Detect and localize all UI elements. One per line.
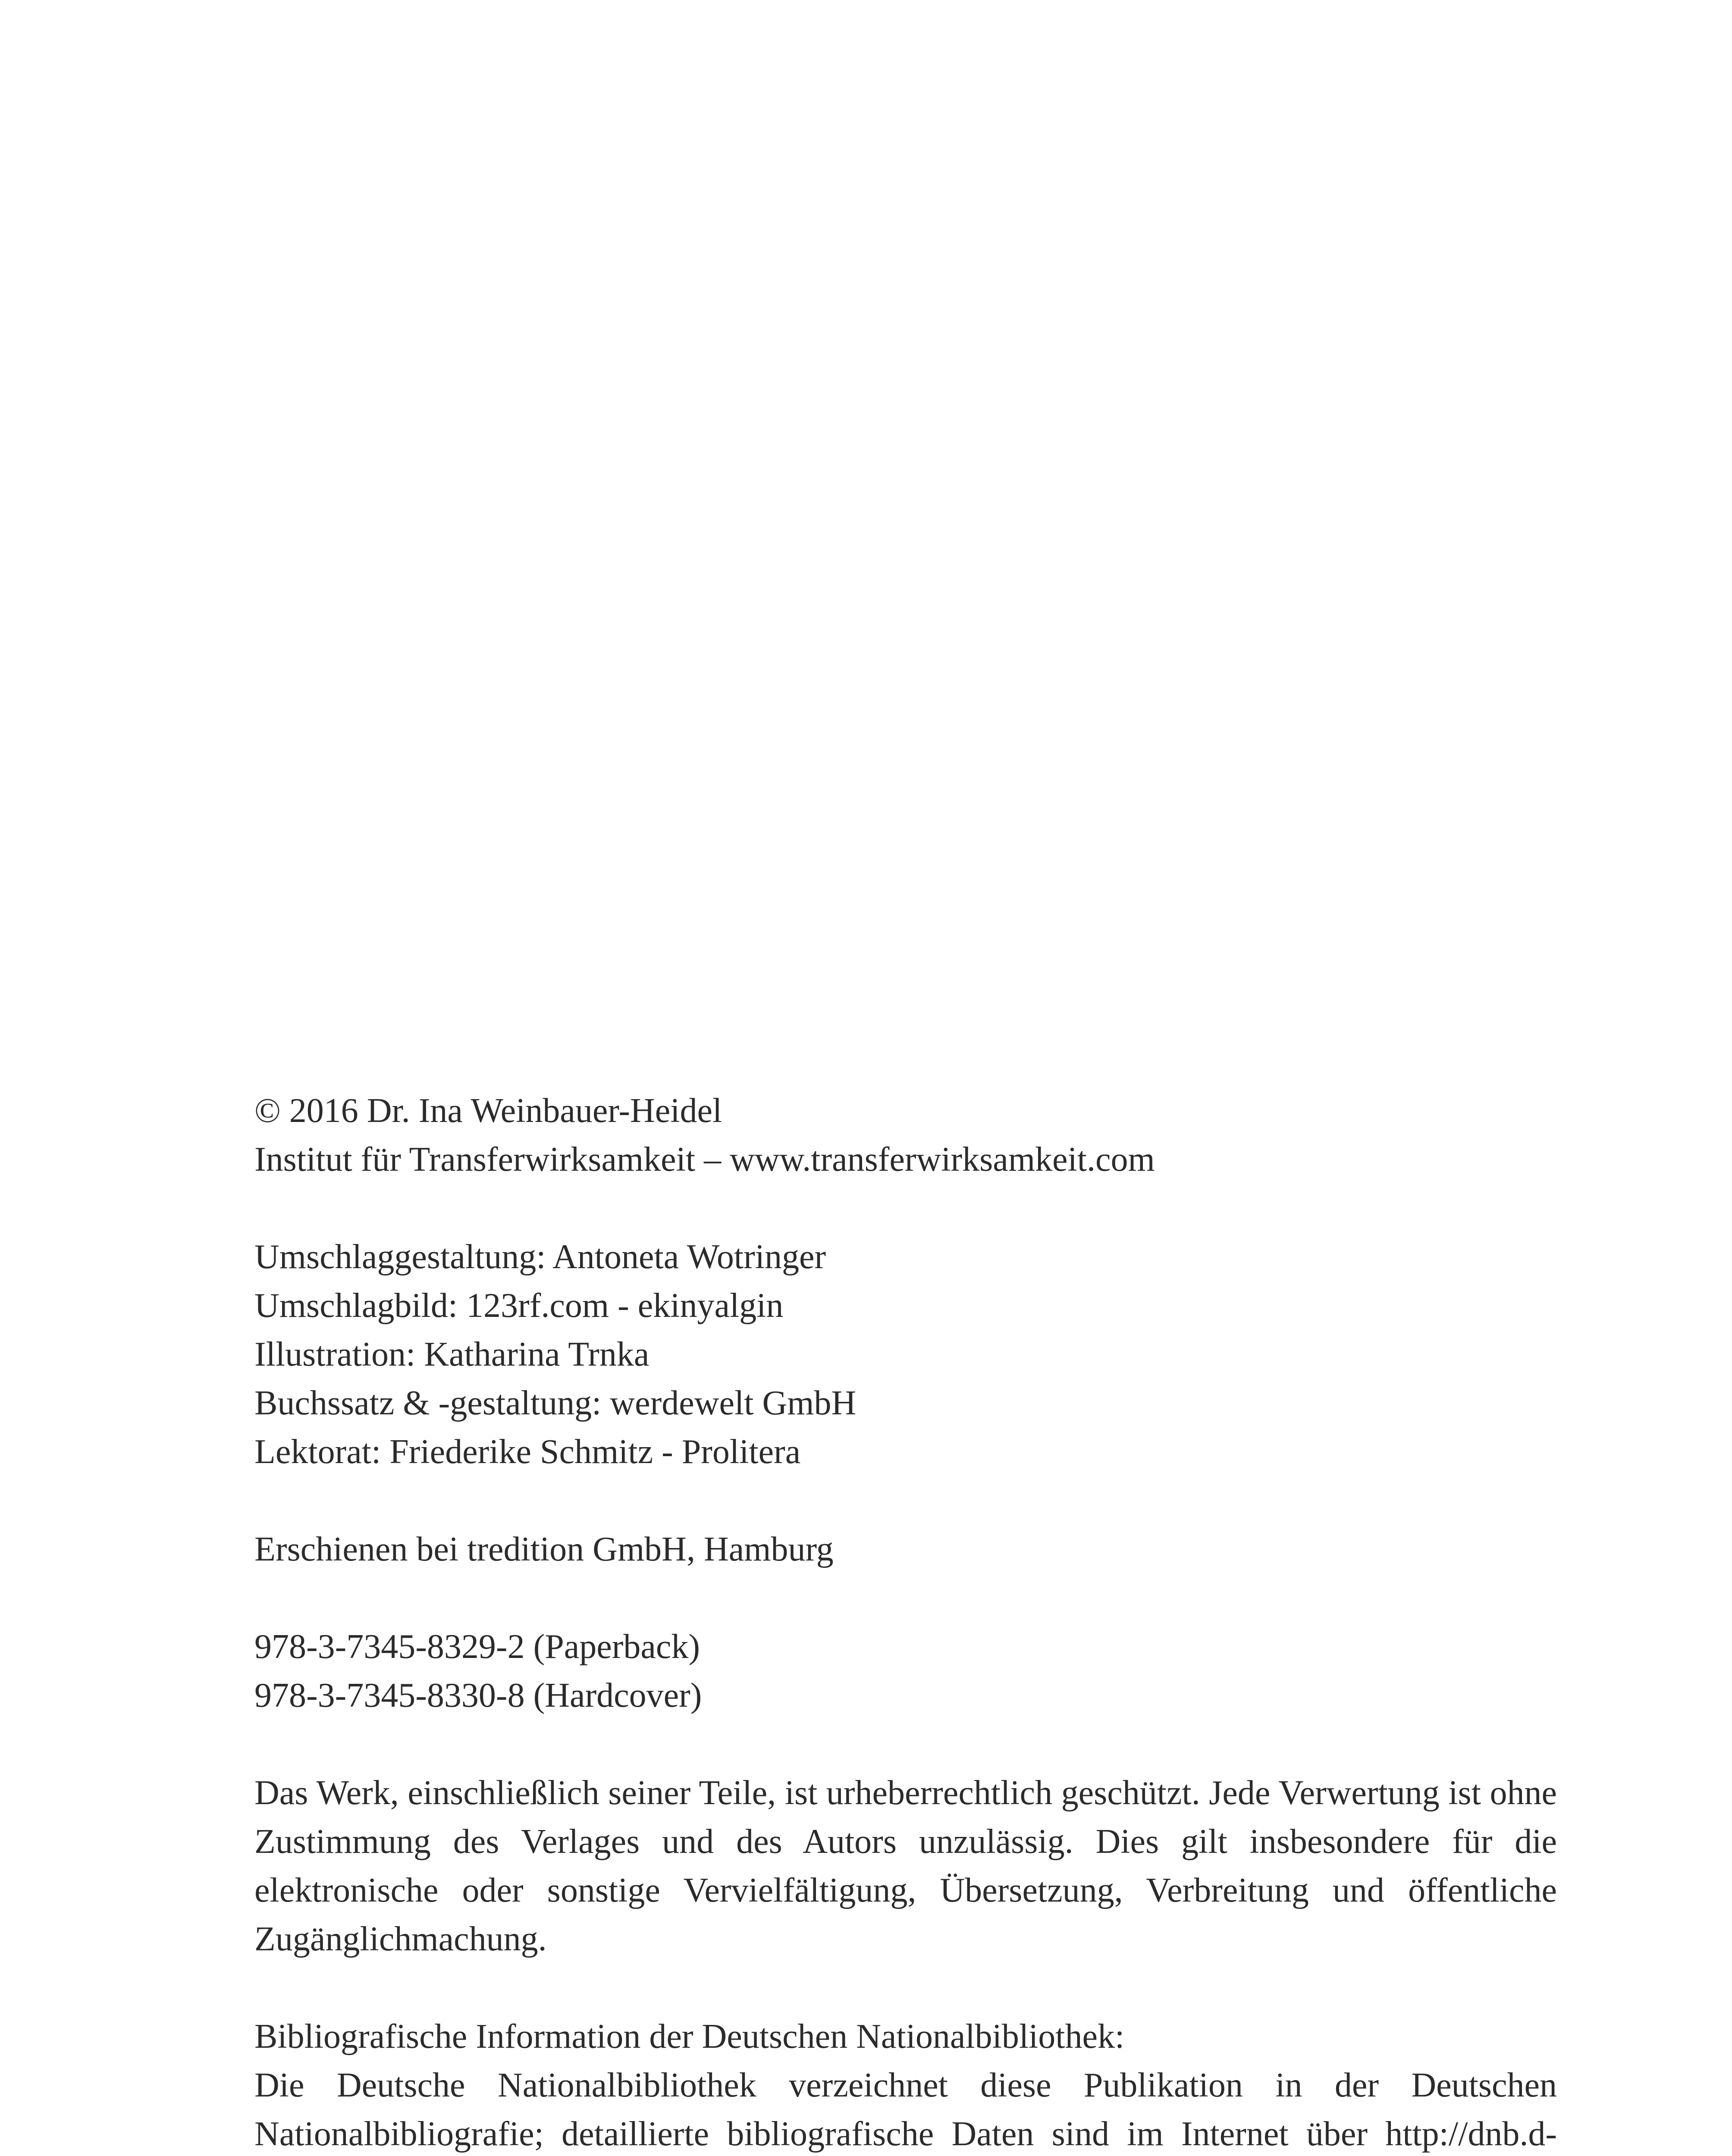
- dnb-block: [254, 2012, 1557, 2156]
- publisher-line: Erschienen bei tredition GmbH, Hamburg: [254, 1530, 834, 1568]
- institute-line: Institut für Transferwirksamkeit – www.transferwirksamkeit.com: [254, 1141, 1155, 1178]
- rights-notice: Das Werk, einschließlich seiner Teile, ist urheberrechtlich geschützt. Jede Verwertung ist ohne Zustimmung des Verlages und des Autors unzulässig. Dies gilt insbesondere für die elektronische oder sonstige Vervielfältigung, Übersetzung, Verbreitung und öffentliche Zugänglichmachung.: [254, 1774, 1557, 1958]
- copyright-line: © 2016 Dr. Ina Weinbauer-Heidel: [254, 1092, 722, 1130]
- imprint-text: [254, 1087, 1557, 2156]
- isbn-block: [254, 1623, 1557, 1720]
- credit-typesetting: Buchssatz & -gestaltung: werdewelt GmbH: [254, 1384, 857, 1422]
- credit-cover-image: Umschlagbild: 123rf.com - ekinyalgin: [254, 1287, 784, 1325]
- dnb-heading: Bibliografische Information der Deutschen Nationalbibliothek:: [254, 2018, 1125, 2056]
- credit-editing: Lektorat: Friederike Schmitz - Prolitera: [254, 1433, 801, 1471]
- credit-cover-design: Umschlaggestaltung: Antoneta Wotringer: [254, 1238, 826, 1276]
- copyright-block: [254, 1087, 1557, 1184]
- isbn-hardcover: 978-3-7345-8330-8 (Hardcover): [254, 1677, 702, 1714]
- dnb-text: Die Deutsche Nationalbibliothek verzeichnet diese Publikation in der Deutschen Nationalbibliografie; detaillierte bibliografische Daten sind im Internet über http://dnb.d-: [254, 2066, 1557, 2153]
- publisher-block: [254, 1525, 1557, 1574]
- credits-block: [254, 1233, 1557, 1476]
- credit-illustration: Illustration: Katharina Trnka: [254, 1335, 650, 1373]
- isbn-paperback: 978-3-7345-8329-2 (Paperback): [254, 1628, 700, 1666]
